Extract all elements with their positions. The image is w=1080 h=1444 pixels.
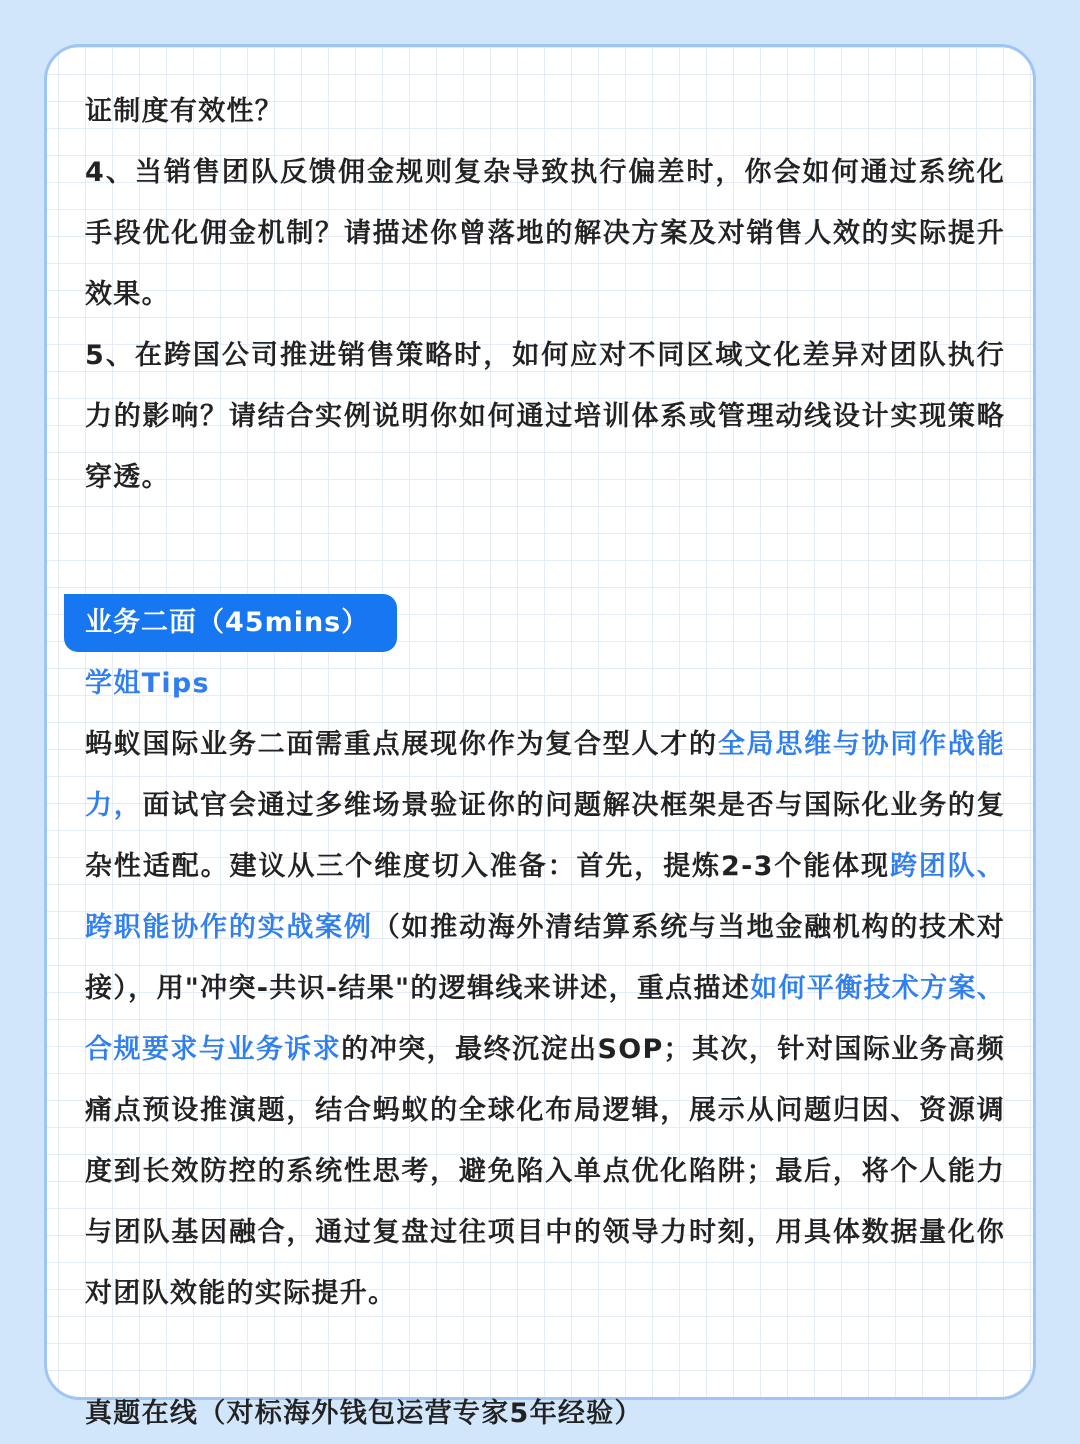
question-5: 5、在跨国公司推进销售策略时，如何应对不同区域文化差异对团队执行力的影响？请结合实例说明你如何通过培训体系或管理动线设计实现策略穿透。 [85, 340, 1005, 493]
tips-highlight: 如何平衡技术方案、合规要求与业务诉求 [85, 973, 1005, 1065]
tips-paragraph [85, 714, 1005, 1324]
section-spacer [85, 508, 1005, 592]
tips-text: 面试官会通过多维场景验证你的问题解决框架是否与国际化业务的复杂性适配。建议从三个维度切入准备：首先，提炼2-3个能体现 [85, 790, 1005, 882]
tips-text: 蚂蚁国际业务二面需重点展现你作为复合型人才的 [85, 729, 718, 760]
note-card [44, 44, 1036, 1429]
question-4: 4、当销售团队反馈佣金规则复杂导致执行偏差时，你会如何通过系统化手段优化佣金机制？请描述你曾落地的解决方案及对销售人效的实际提升效果。 [85, 157, 1005, 310]
tips-highlight: 跨团队、跨职能协作的实战案例 [85, 851, 1005, 943]
tips-text: （如推动海外清结算系统与当地金融机构的技术对接），用"冲突-共识-结果"的逻辑线来讲述，重点描述 [85, 912, 1006, 1004]
section-spacer [85, 1324, 1005, 1383]
note-content [85, 81, 1005, 1444]
tips-highlight: 全局思维与协同作战能力， [85, 729, 1005, 821]
tips-title: 学姐Tips [85, 668, 210, 699]
section-tag: 业务二面（45mins） [64, 594, 397, 652]
tips-text: 的冲突，最终沉淀出SOP；其次，针对国际业务高频痛点预设推演题，结合蚂蚁的全球化布局逻辑，展示从问题归因、资源调度到长效防控的系统性思考，避免陷入单点优化陷阱；最后，将个人能力与团队基因融合，通过复盘过往项目中的领导力时刻，用具体数据量化你对团队效能的实际提升。 [85, 1034, 1006, 1309]
question-3-tail: 证制度有效性？ [85, 96, 284, 127]
real-questions-heading: 真题在线（对标海外钱包运营专家5年经验） [85, 1398, 643, 1429]
